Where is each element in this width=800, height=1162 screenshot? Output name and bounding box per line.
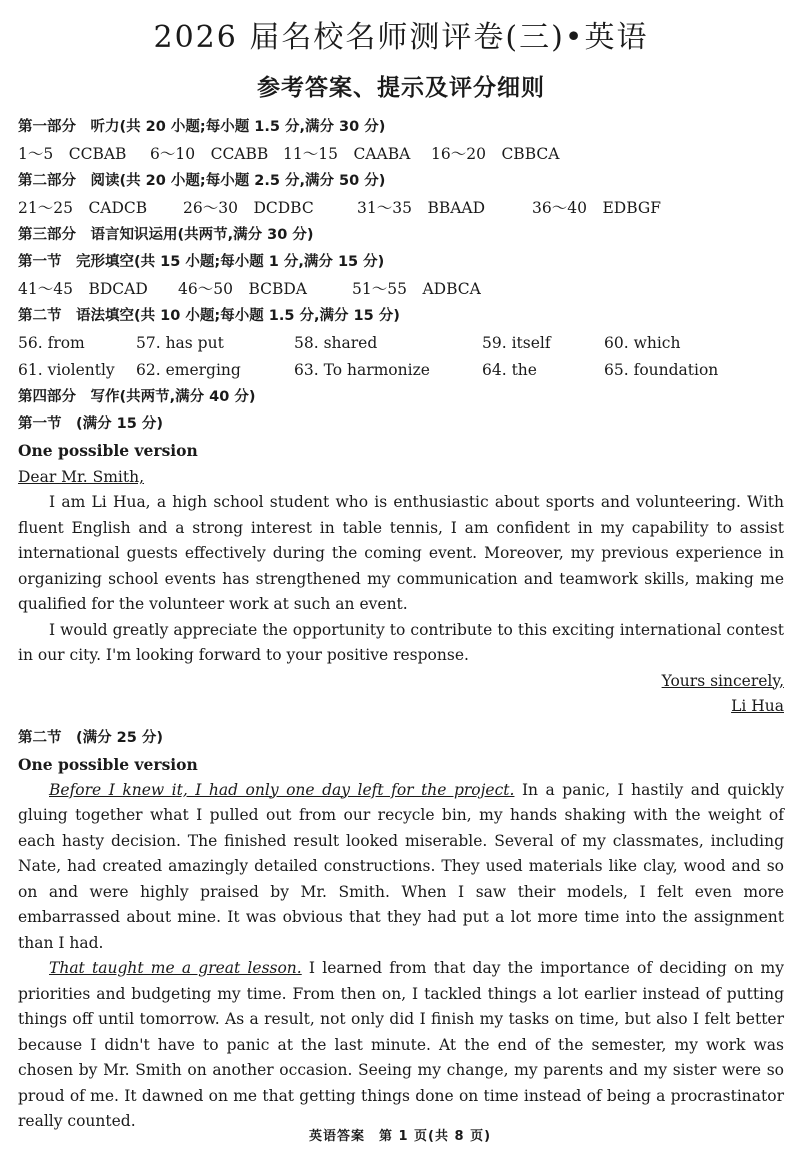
- part1-answers: [18, 141, 784, 168]
- page-footer: 英语答案 第 1 页(共 8 页): [308, 1129, 492, 1144]
- letter-signature: [18, 694, 784, 719]
- part4-section2-heading: 第二节 (满分 25 分): [18, 729, 164, 746]
- grammar-answer: 58. shared: [294, 334, 378, 352]
- grammar-answer: 64. the: [482, 361, 537, 379]
- answer-group: 1～5 CCBAB: [18, 145, 127, 163]
- answer-group: 16～20 CBBCA: [431, 145, 560, 163]
- part3-section2-heading: 第二节 语法填空(共 10 小题;每小题 1.5 分,满分 15 分): [18, 308, 400, 324]
- answer-group: 36～40 EDBGF: [532, 199, 662, 217]
- answer-group: 41～45 BDCAD: [18, 280, 148, 298]
- answer-group: 6～10 CCABB: [150, 145, 269, 163]
- answer-page: [18, 0, 784, 1135]
- answer-group: 21～25 CADCB: [18, 199, 148, 217]
- paragraph-body: In a panic, I hastily and quickly gluing together what I pulled out from our recycle bin, my hands shaking with the weight of each hasty decision. The finished result looked miserable. Several of my classmates, including Nate, had created amazingly detailed constructions. They used materials like clay, wood and so on and were highly praised by Mr. Smith. When I saw their models, I felt even more embarrassed about mine. It was obvious that they had put a lot more time into the assignment than I had.: [18, 780, 785, 952]
- story-paragraph: [18, 956, 784, 1135]
- answer-group: 31～35 BBAAD: [357, 199, 486, 217]
- version-label: One possible version: [18, 754, 198, 774]
- grammar-answer: 61. violently: [18, 361, 115, 379]
- grammar-answer: 56. from: [18, 334, 85, 352]
- grammar-answer: 60. which: [604, 334, 681, 352]
- grammar-answer: 63. To harmonize: [294, 361, 430, 379]
- letter-closing: [18, 669, 784, 694]
- answer-group: 46～50 BCBDA: [178, 280, 307, 298]
- paragraph-lead-sentence: That taught me a great lesson.: [49, 959, 302, 977]
- letter-salutation: Dear Mr. Smith,: [18, 468, 145, 486]
- paragraph-lead-sentence: Before I knew it, I had only one day left for the project.: [49, 780, 515, 799]
- closing-text: Yours sincerely,: [661, 671, 784, 690]
- grammar-answers-row: [18, 330, 784, 357]
- version-label: One possible version: [18, 441, 198, 460]
- grammar-answer: 57. has put: [136, 334, 224, 352]
- grammar-answer: 59. itself: [482, 334, 551, 352]
- story-paragraph: [18, 778, 784, 957]
- letter-paragraph: I am Li Hua, a high school student who is enthusiastic about sports and volunteering. With fluent English and a strong interest in table tennis, I am confident in my capability to assist international guests effectively during the coming event. Moreover, my previous experience in organizing school events has strengthened my communication and teamwork skills, making me qualified for the volunteer work at such an event.: [18, 493, 784, 613]
- part1-heading: 第一部分 听力(共 20 小题;每小题 1.5 分,满分 30 分): [18, 119, 386, 135]
- part4-section1-heading: 第一节 (满分 15 分): [18, 416, 164, 432]
- answer-group: 26～30 DCDBC: [183, 199, 314, 217]
- paragraph-body: I learned from that day the importance of deciding on my priorities and budgeting my time. From then on, I tackled things a lot earlier instead of putting things off until tomorrow. As a result, not only did I finish my tasks on time, but also I felt better because I didn't have to panic at the last minute. At the end of the semester, my work was chosen by Mr. Smith on another occasion. Seeing my change, my parents and my sister were so proud of me. It dawned on me that getting things done on time instead of being a procrastinator really counted.: [18, 959, 784, 1130]
- part3-section1-heading: 第一节 完形填空(共 15 小题;每小题 1 分,满分 15 分): [18, 254, 385, 270]
- part3-section1-answers: [18, 276, 784, 303]
- letter-paragraph: I would greatly appreciate the opportunity to contribute to this exciting international contest in our city. I'm looking forward to your positive response.: [18, 620, 784, 664]
- grammar-answer: 62. emerging: [136, 361, 241, 379]
- part4-heading: 第四部分 写作(共两节,满分 40 分): [18, 389, 256, 405]
- answer-group: 11～15 CAABA: [283, 145, 411, 163]
- grammar-answer: 65. foundation: [604, 361, 719, 379]
- part2-answers: [18, 195, 784, 222]
- answer-group: 51～55 ADBCA: [352, 280, 481, 298]
- page-subtitle: 参考答案、提示及评分细则: [257, 74, 545, 101]
- part3-heading: 第三部分 语言知识运用(共两节,满分 30 分): [18, 227, 314, 243]
- page-title: 2026 届名校名师测评卷(三)•英语: [153, 20, 649, 55]
- signature-text: Li Hua: [731, 696, 784, 715]
- part2-heading: 第二部分 阅读(共 20 小题;每小题 2.5 分,满分 50 分): [18, 173, 386, 189]
- grammar-answers-row: [18, 357, 784, 384]
